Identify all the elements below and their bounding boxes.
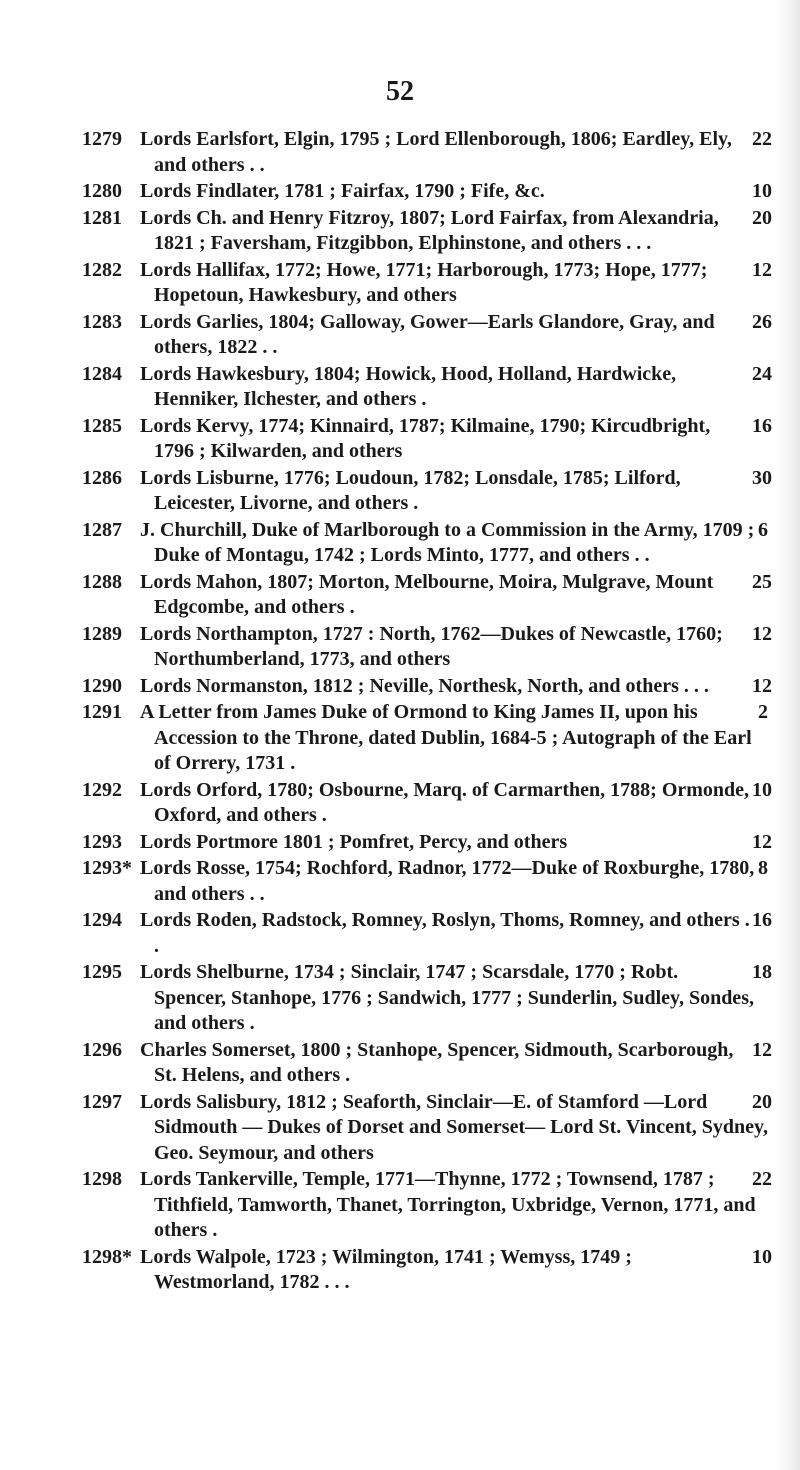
catalogue-entry: [82, 518, 772, 569]
entry-number: 1283: [82, 310, 122, 333]
entry-number: 1292: [82, 778, 122, 801]
entry-number: 1298: [82, 1168, 122, 1190]
entry-number: 1284: [82, 362, 122, 385]
entry-price: 25: [752, 570, 772, 593]
catalogue-entry: [82, 127, 772, 178]
entry-text: Lords Earlsfort, Elgin, 1795 ; Lord Ellenborough, 1806; Eardley, Ely, and others . .: [140, 128, 732, 176]
entry-price: 10: [752, 778, 772, 801]
catalogue-entry: [82, 362, 772, 413]
entry-price: 2: [758, 701, 768, 723]
catalogue-entry: [82, 466, 772, 517]
entry-text: Lords Shelburne, 1734 ; Sinclair, 1747 ; Scarsdale, 1770 ; Robt. Spencer, Stanhope, 1776 ; Sandwich, 1777 ; Sunderlin, Sudley, Sondes, and others .: [140, 961, 754, 1034]
catalogue-entry: [82, 830, 772, 856]
catalogue-entry: [82, 856, 772, 907]
catalogue-entry: [82, 908, 772, 959]
entry-text: Lords Salisbury, 1812 ; Seaforth, Sinclair—E. of Stamford —Lord Sidmouth — Dukes of Dorset and Somerset— Lord St. Vincent, Sydney, Geo. Seymour, and others: [140, 1090, 768, 1164]
entry-text: Lords Portmore 1801 ; Pomfret, Percy, and others: [140, 830, 568, 853]
entry-number: 1286: [82, 466, 122, 489]
catalogue-entries: [82, 127, 772, 1297]
entry-price: 12: [752, 622, 772, 645]
entry-number: 1293: [82, 830, 122, 853]
entry-number: 1280: [82, 180, 122, 202]
catalogue-entry: [82, 1245, 772, 1296]
entry-number: 1297: [82, 1090, 122, 1113]
entry-number: 1290: [82, 674, 122, 697]
catalogue-entry: [82, 1038, 772, 1089]
entry-text: Lords Tankerville, Temple, 1771—Thynne, 1772 ; Townsend, 1787 ; Tithfield, Tamworth, Thanet, Torrington, Uxbridge, Vernon, 1771, and others .: [140, 1168, 756, 1241]
entry-number: 1285: [82, 414, 122, 437]
entry-text: J. Churchill, Duke of Marlborough to a Commission in the Army, 1709 ; Duke of Montagu, 1742 ; Lords Minto, 1777, and others . .: [140, 518, 755, 566]
entry-price: 30: [752, 466, 772, 489]
catalogue-entry: [82, 960, 772, 1037]
entry-number: 1296: [82, 1038, 122, 1061]
entry-price: 22: [752, 1168, 772, 1190]
entry-text: Lords Garlies, 1804; Galloway, Gower—Earls Glandore, Gray, and others, 1822 . .: [140, 310, 715, 358]
catalogue-entry: [82, 700, 772, 777]
entry-price: 22: [752, 128, 772, 150]
entry-number: 1288: [82, 570, 122, 593]
catalogue-entry: [82, 1090, 772, 1167]
entry-text: Lords Roden, Radstock, Romney, Roslyn, Thoms, Romney, and others . .: [140, 909, 750, 957]
page-number: 52: [386, 76, 414, 107]
entry-text: Lords Northampton, 1727 : North, 1762—Dukes of Newcastle, 1760; Northumberland, 1773, and others: [140, 622, 723, 670]
entry-text: Lords Walpole, 1723 ; Wilmington, 1741 ; Wemyss, 1749 ; Westmorland, 1782 . . .: [140, 1245, 632, 1293]
entry-price: 12: [752, 830, 772, 853]
entry-text: Lords Orford, 1780; Osbourne, Marq. of Carmarthen, 1788; Ormonde, Oxford, and others .: [140, 778, 750, 826]
entry-price: 12: [752, 1038, 772, 1061]
entry-number: 1289: [82, 622, 122, 645]
catalogue-entry: [82, 778, 772, 829]
entry-price: 26: [752, 310, 772, 333]
entry-number: 1282: [82, 258, 122, 281]
catalogue-entry: [82, 414, 772, 465]
entry-number: 1294: [82, 909, 122, 931]
entry-number: 1287: [82, 518, 122, 541]
entry-price: 24: [752, 362, 772, 385]
entry-number: 1298*: [82, 1245, 132, 1268]
catalogue-entry: [82, 179, 772, 205]
entry-number: 1295: [82, 961, 122, 983]
catalogue-entry: [82, 258, 772, 309]
catalogue-entry: [82, 622, 772, 673]
entry-text: Lords Findlater, 1781 ; Fairfax, 1790 ; Fife, &c.: [140, 180, 545, 202]
catalogue-entry: [82, 570, 772, 621]
entry-price: 12: [752, 674, 772, 697]
entry-number: 1293*: [82, 857, 132, 879]
entry-price: 16: [752, 909, 772, 931]
entry-price: 20: [752, 206, 772, 229]
catalogue-entry: [82, 1167, 772, 1244]
entry-text: Lords Hawkesbury, 1804; Howick, Hood, Holland, Hardwicke, Henniker, Ilchester, and others .: [140, 362, 677, 410]
entry-number: 1291: [82, 701, 122, 723]
entry-text: Charles Somerset, 1800 ; Stanhope, Spencer, Sidmouth, Scarborough, St. Helens, and others .: [140, 1038, 734, 1086]
catalogue-entry: [82, 674, 772, 700]
entry-price: 18: [752, 961, 772, 983]
entry-text: A Letter from James Duke of Ormond to King James II, upon his Accession to the Throne, dated Dublin, 1684-5 ; Autograph of the Earl of Orrery, 1731 .: [140, 701, 752, 774]
entry-text: Lords Lisburne, 1776; Loudoun, 1782; Lonsdale, 1785; Lilford, Leicester, Livorne, and others .: [140, 466, 681, 514]
entry-number: 1279: [82, 128, 122, 150]
entry-price: 10: [752, 1245, 772, 1268]
entry-price: 6: [758, 518, 768, 541]
entry-price: 10: [752, 180, 772, 202]
entry-text: Lords Ch. and Henry Fitzroy, 1807; Lord Fairfax, from Alexandria, 1821 ; Faversham, Fitzgibbon, Elphinstone, and others . . .: [140, 206, 719, 254]
entry-text: Lords Rosse, 1754; Rochford, Radnor, 1772—Duke of Roxburghe, 1780, and others . .: [140, 857, 755, 905]
entry-text: Lords Hallifax, 1772; Howe, 1771; Harborough, 1773; Hope, 1777; Hopetoun, Hawkesbury, and others: [140, 258, 708, 306]
entry-price: 20: [752, 1090, 772, 1113]
entry-number: 1281: [82, 206, 122, 229]
entry-price: 12: [752, 258, 772, 281]
entry-price: 16: [752, 414, 772, 437]
entry-text: Lords Kervy, 1774; Kinnaird, 1787; Kilmaine, 1790; Kircudbright, 1796 ; Kilwarden, and others: [140, 414, 711, 462]
catalogue-entry: [82, 310, 772, 361]
entry-price: 8: [758, 857, 768, 879]
entry-text: Lords Mahon, 1807; Morton, Melbourne, Moira, Mulgrave, Mount Edgcombe, and others .: [140, 570, 714, 618]
catalogue-entry: [82, 206, 772, 257]
entry-text: Lords Normanston, 1812 ; Neville, Northesk, North, and others . . .: [140, 674, 709, 697]
